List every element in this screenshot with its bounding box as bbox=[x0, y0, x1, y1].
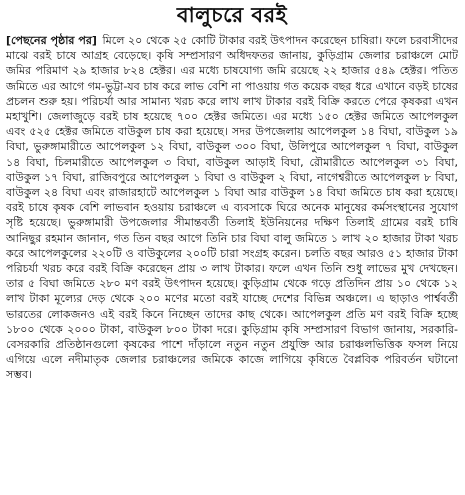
article-body bbox=[6, 33, 458, 490]
article-body-text: মিলে ২০ থেকে ২৫ কোটি টাকার বরই উৎপাদন করেছেন চাষিরা। ফলে চরবাসীদের মাঝে বরই চাষে আগ্রহ বেড়েছে। কৃষি সম্প্রসারণ অধিদফতর জানায়, কুড়িগ্রাম জেলার চরাঞ্চলে মোট জমির পরিমাণ ২৯ হাজার ৮২৪ হেক্টর। এর মধ্যে চাষযোগ্য জমি রয়েছে ২২ হাজার ৫৪৯ হেক্টর। পতিত জমিতে এর আগে গম-ভুট্টা-যব চাষ করে লাভ বেশি না পাওয়ায় গত কয়েক বছর ধরে এখানে বড়ই চাষের প্রচলন শুরু হয়। পরিচর্যা আর সামান্য খরচ করে লাখ লাখ টাকার বরই বিক্রি করতে পেরে কৃষকরা এখন মহাখুশি। জেলাজুড়ে বরই চাষ হয়েছে ৭০০ হেক্টর জমিতে। এর মধ্যে ১৫০ হেক্টর জমিতে আপেলকুল এবং ৫২৫ হেক্টর জমিতে বাউকুল চাষ করা হয়েছে। সদর উপজেলায় আপেলকুল ১৪ বিঘা, বাউকুল ১৯ বিঘা, ভুরুঙ্গামারীতে আপেলকুল ১২ বিঘা, বাউকুল ৩০০ বিঘা, উলিপুরে আপেলকুল ৭ বিঘা, বাউকুল ১৪ বিঘা, চিলমারীতে আপেলকুল ৩ বিঘা, বাউকুল আড়াই বিঘা, রৌমারীতে আপেলকুল ৩১ বিঘা, বাউকুল ১৭ বিঘা, রাজিবপুরে আপেলকুল ১ বিঘা ও বাউকুল ২ বিঘা, নাগেশ্বরীতে আপেলকুল ৮ বিঘা, বাউকুল ২৪ বিঘা এবং রাজারহাটে আপেলকুল ১ বিঘা আর বাউকুল ১৪ বিঘা জমিতে চাষ করা হয়েছে। বরই চাষে কৃষক বেশি লাভবান হওয়ায় চরাঞ্চলে এ ব্যবসাকে ঘিরে অনেক মানুষের কর্মসংস্থানের সুযোগ সৃষ্টি হয়েছে। ভুরুঙ্গামারী উপজেলার সীমান্তবর্তী তিলাই ইউনিয়নের দক্ষিণ তিলাই গ্রামের বরই চাষি আনিছুর রহমান জানান, গত তিন বছর আগে তিনি চার বিঘা বালু জমিতে ১ লাখ ২০ হাজার টাকা খরচ করে আপেলকুলের ২২০টি ও বাউকুলের ২০০টি চারা সংগ্রহ করেন। চলতি বছর আরও ৫১ হাজার টাকা পরিচর্যা খরচ করে বরই বিক্রি করেছেন প্রায় ৩ লাখ টাকার। ফলে এখন তিনি শুধু লাভের মুখ দেখছেন। তার ৫ বিঘা জমিতে ২৮০ মণ বরই উৎপাদন হয়েছে। কুড়িগ্রাম থেকে গড়ে প্রতিদিন প্রায় ১০ থেকে ১২ লাখ টাকা মূল্যের দেড় থেকে ২০০ মণের মতো বরই যাচ্ছে দেশের বিভিন্ন অঞ্চলে। এ ছাড়াও পার্শ্ববর্তী ভারতের লোকজনও এই বরই কিনে নিচ্ছেন তাদের কাছ থেকে। আপেলকুল প্রতি মণ বরই বিক্রি হচ্ছে ১৮০০ থেকে ২০০০ টাকা, বাউকুল ৮০০ টাকা দরে। কুড়িগ্রাম কৃষি সম্প্রসারণ বিভাগ জানায়, সরকারি-বেসরকারি প্রতিষ্ঠানগুলো কৃষকের পাশে দাঁড়ালে নতুন নতুন প্রযুক্তি আর চরাঞ্চলভিত্তিক ফসল নিয়ে এগিয়ে এলে নদীমাতৃক জেলার চরাঞ্চলের জমিকে কাজে লাগিয়ে কৃষিতে বৈপ্লবিক পরিবর্তন ঘটানো সম্ভব। bbox=[6, 34, 458, 382]
continued-from-label: [পেছনের পৃষ্ঠার পর] bbox=[6, 34, 97, 47]
news-article bbox=[6, 2, 458, 492]
headline: বালুচরে বরই bbox=[176, 3, 288, 27]
